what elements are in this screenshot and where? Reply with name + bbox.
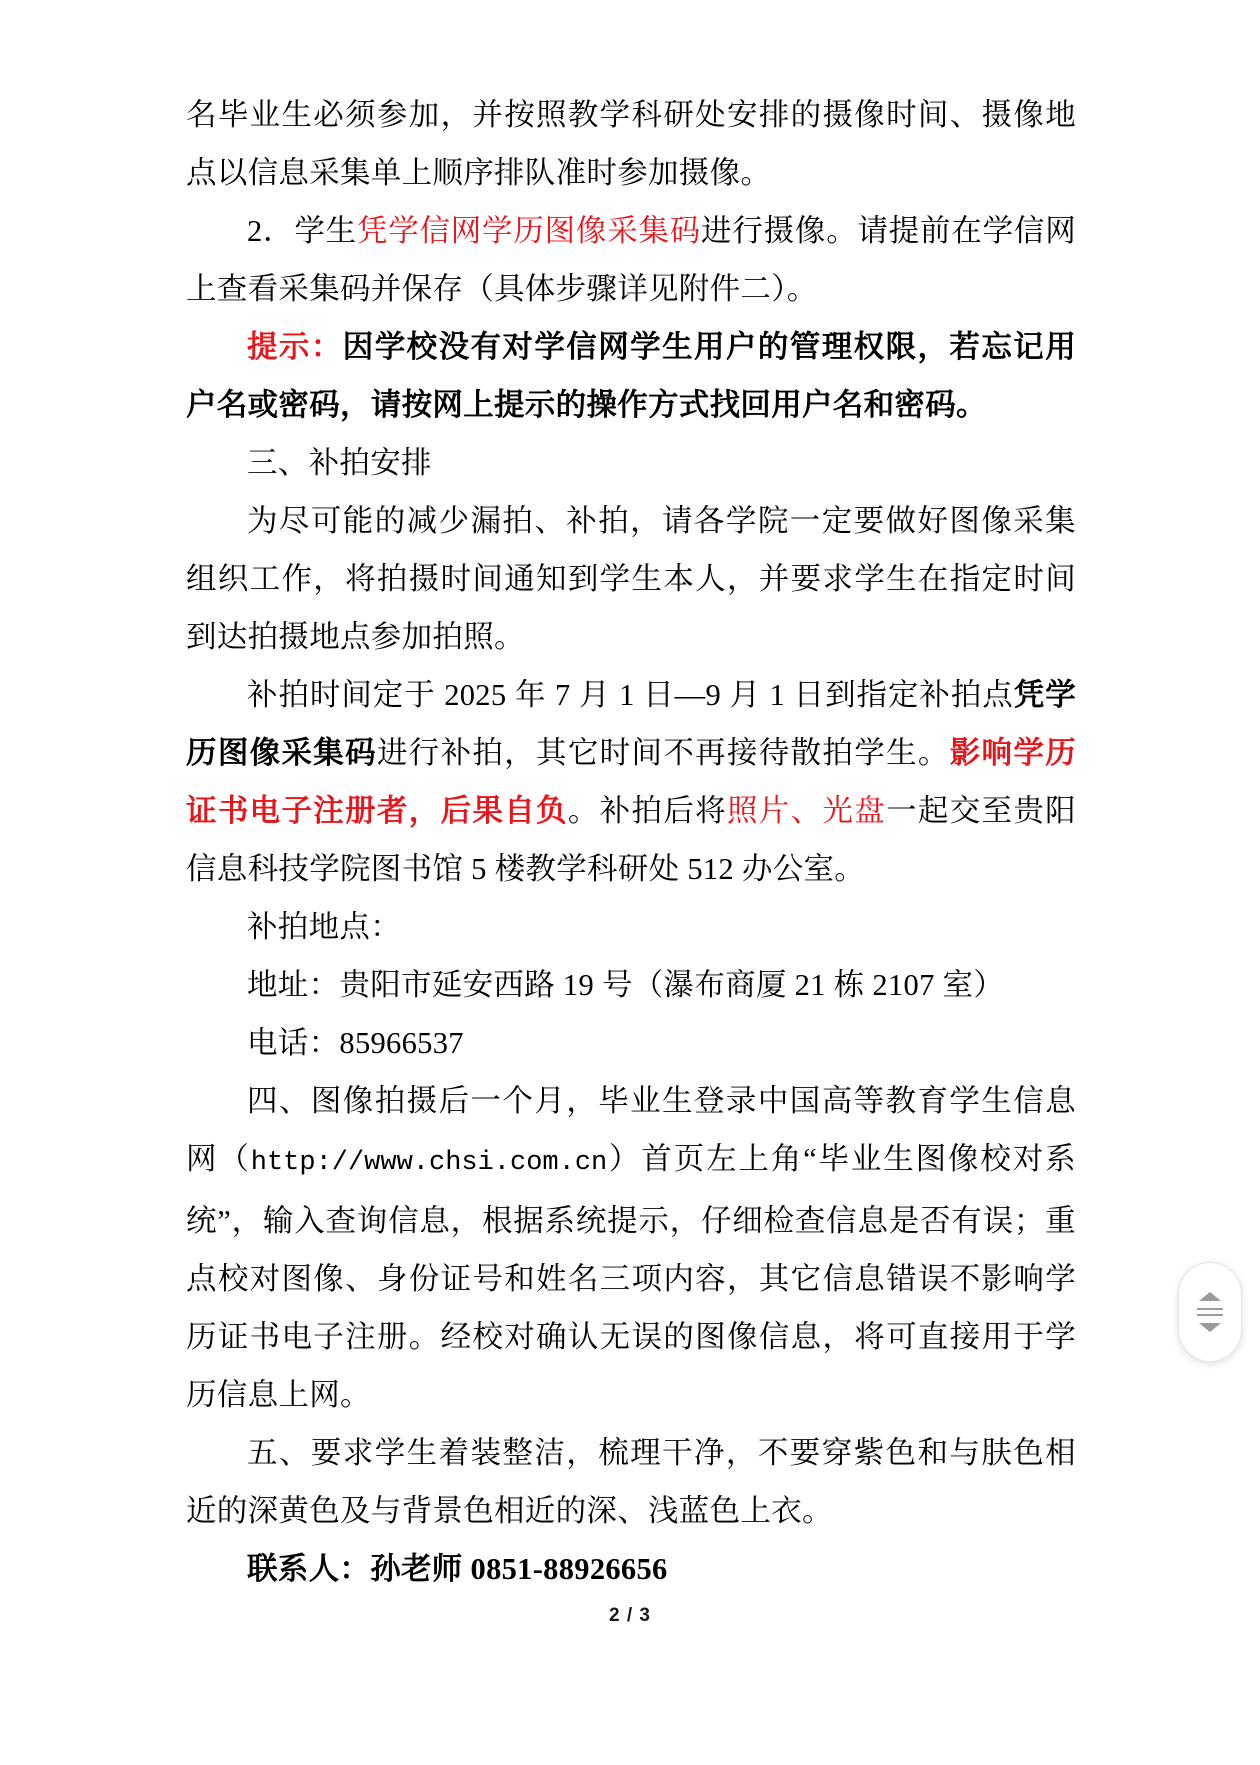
paragraph-1 <box>186 86 1076 202</box>
text-run: 五、要求学生着装整洁，梳理干净，不要穿紫色和与肤色相近的深黄色及与背景色相近的深、浅蓝色上衣。 <box>186 1436 1076 1528</box>
text-run: 电话：85966537 <box>247 1026 464 1060</box>
paragraph-10 <box>186 1072 1076 1424</box>
note-label: 提示： <box>247 330 343 364</box>
text-run: 。补拍后将 <box>567 794 727 828</box>
text-run: 地址：贵阳市延安西路 19 号（瀑布商厦 21 栋 2107 室） <box>247 968 1005 1002</box>
text-run-highlight: 凭学信网学历图像采集码 <box>356 214 702 248</box>
text-run: 进行摄像。请提前在学信网上查看采集码并保存（具体步骤详见附件二）。 <box>186 214 1076 306</box>
text-run: 一起交至贵阳信息科技学院图书馆 5 楼教学科研处 512 办公室。 <box>186 794 1076 886</box>
url-text: http://www.chsi.com.cn <box>250 1148 608 1178</box>
chevron-up-icon[interactable] <box>1199 1292 1221 1301</box>
text-run: 为尽可能的减少漏拍、补拍，请各学院一定要做好图像采集组织工作，将拍摄时间通知到学生本人，并要求学生在指定时间到达拍摄地点参加拍照。 <box>186 504 1076 654</box>
text-run: 三、补拍安排 <box>247 446 432 480</box>
text-run: 凭学历图像采集码 <box>186 678 1076 770</box>
page-number: 2 / 3 <box>609 1605 651 1626</box>
text-run: 四、图像拍摄后一个月，毕业生登录中国高等教育学生信息网（ <box>186 1084 1076 1176</box>
section-heading-3 <box>186 434 1076 492</box>
paragraph-8-address <box>186 956 1076 1014</box>
text-run: 进行补拍，其它时间不再接待散拍学生。 <box>376 736 950 770</box>
scroll-handle[interactable] <box>1178 1262 1242 1362</box>
paragraph-3-note <box>186 318 1076 434</box>
text-run: 名毕业生必须参加，并按照教学科研处安排的摄像时间、摄像地点以信息采集单上顺序排队准时参加摄像。 <box>186 98 1076 190</box>
paragraph-6 <box>186 666 1076 898</box>
paragraph-5 <box>186 492 1076 666</box>
text-run: 因学校没有对学信网学生用户的管理权限，若忘记用户名或密码，请按网上提示的操作方式找回用户名和密码。 <box>186 330 1077 422</box>
text-run: 联系人：孙老师 0851-88926656 <box>247 1552 668 1586</box>
text-run-highlight: 照片、光盘 <box>726 794 887 828</box>
paragraph-7-location-label <box>186 898 1076 956</box>
document-text-body <box>186 86 1076 1598</box>
drag-handle-icon[interactable] <box>1197 1308 1223 1316</box>
chevron-down-icon[interactable] <box>1199 1323 1221 1332</box>
text-run: 补拍时间定于 2025 年 7 月 1 日—9 月 1 日到指定补拍点 <box>247 678 1014 712</box>
text-run: ）首页左上角“毕业生图像校对系统”，输入查询信息，根据系统提示，仔细检查信息是否有误；重点校对图像、身份证号和姓名三项内容，其它信息错误不影响学历证书电子注册。经校对确认无误的图像信息，将可直接用于学历信息上网。 <box>186 1142 1076 1412</box>
paragraph-12-contact <box>186 1540 1076 1598</box>
text-run-highlight: 影响学历证书电子注册者，后果自负 <box>186 736 1076 828</box>
paragraph-9-phone <box>186 1014 1076 1072</box>
paragraph-11 <box>186 1424 1076 1540</box>
text-run: 2．学生 <box>247 214 357 248</box>
text-run: 补拍地点： <box>247 910 401 944</box>
paragraph-2 <box>186 202 1076 318</box>
